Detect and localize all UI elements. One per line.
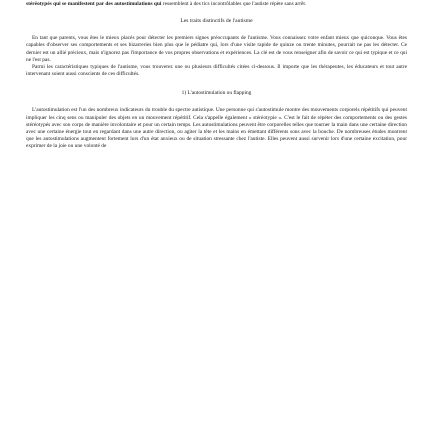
continued-text-bold: stéréotypés qui se manifestent par des autostimulations qui	[26, 1, 162, 7]
body-paragraph: L'autostimulation est l'un des nombreux indicateurs du trouble du spectre autistique. Une personne qui s'autostimule montre des mouvements corporels répétitifs qui peuvent impliquer les cinq sens ou manipuler des objets en un mouvement répétitif. Cela s'appelle également « stéréotypie ». C'est le fait de répéter des comportements ou des gestes stéréotypés avec son corps de manière involontaire et pour un certain temps. Les autostimulations peuvent être corporelles telles que tourner la main dans une certaine direction avec une certaine énergie tout en regardant dans une autre direction, ou agiter la tête et les mains en émettant différents sons avec la bouche. De nombreuses études montrent que les autostimulations augmentent fortement lors d'un état anxieux ou de situation stressante chez l'autiste. Elles peuvent aussi survenir lors d'une certaine excitation, pour exprimer de la joie ou une volonté de	[26, 107, 407, 150]
section-title: Les traits distinctifs de l'autisme	[180, 18, 253, 25]
continued-paragraph	[26, 1, 407, 8]
body-paragraph: En tant que parents, vous êtes le mieux placés pour détecter les premiers signes préoccupants de l'autisme. Vous connaissez votre enfant mieux que quiconque. Vous êtes capables d'observer ses comportements et ses bizarreries bien plus que le pédiatre qui, lors d'une visite rapide de quinze ou trente minutes, pourrait ne pas les détecter. Ce dernier est un allié précieux, mais n'ignorez pas l'importance de vos propres observations et expériences. La clé est de vous renseigner afin de savoir ce qui est typique et ce qui ne l'est pas.	[26, 35, 407, 63]
continued-text: ressemblent à des tics incontrôlables que l'autiste répète sans arrêt.	[162, 1, 307, 7]
subsection-title: 1) L'autostimulation ou flapping	[181, 90, 252, 97]
body-paragraph: Parmi les caractéristiques typiques de l'autisme, vous trouverez une ou plusieurs difficultés citées ci-dessous. Il importe que les thérapeutes, les éducateurs et tout autre intervenant soient aussi conscients de ces difficultés.	[26, 64, 407, 78]
